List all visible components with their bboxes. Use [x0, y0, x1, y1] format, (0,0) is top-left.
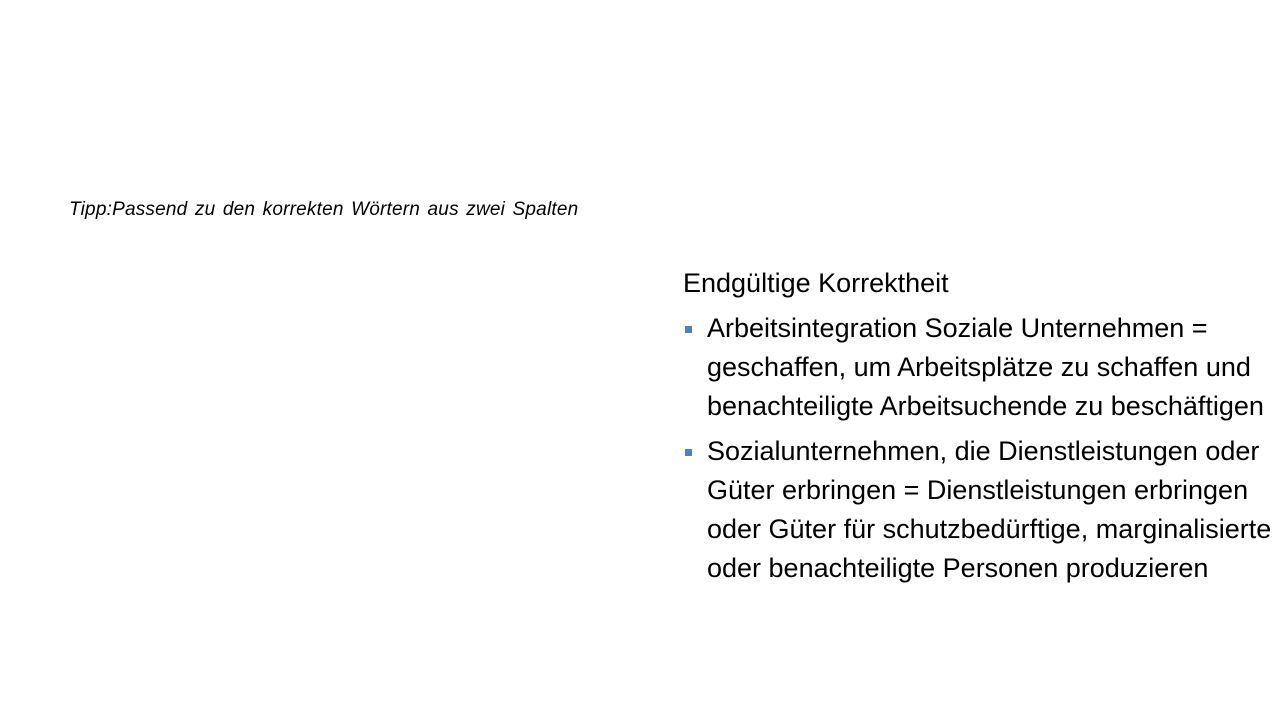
- tip-text: Tipp:Passend zu den korrekten Wörtern aus zwei Spalten: [69, 199, 579, 220]
- list-item: [683, 432, 1273, 588]
- square-bullet-icon: [685, 326, 692, 333]
- content-heading: Endgültige Korrektheit: [683, 268, 949, 298]
- bullet-list: [683, 309, 1273, 588]
- square-bullet-icon: [685, 449, 692, 456]
- list-item: [683, 309, 1273, 426]
- bullet-text: Sozialunternehmen, die Dienstleistungen oder Güter erbringen = Dienstleistungen erbringen oder Güter für schutzbedürftige, marginalisierte oder benachteiligte Personen produzieren: [707, 436, 1272, 583]
- bullet-text: Arbeitsintegration Soziale Unternehmen = geschaffen, um Arbeitsplätze zu schaffen und benachteiligte Arbeitsuchende zu beschäftigen: [707, 313, 1264, 421]
- content-column: [683, 264, 1273, 594]
